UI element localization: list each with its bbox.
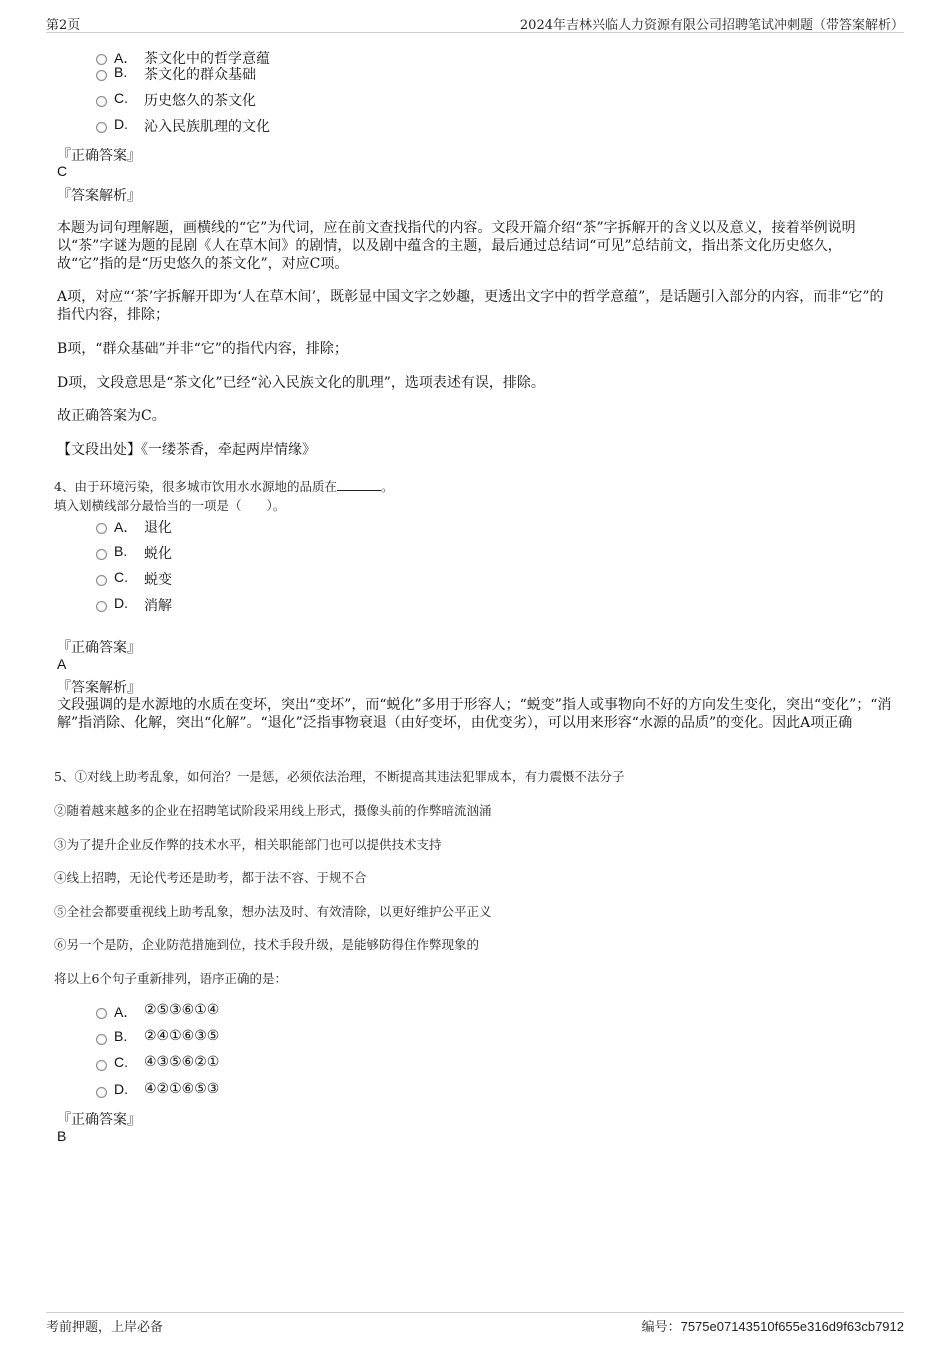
q3-analysis-option-a: A项，对应“‘茶’字拆解开即为‘人在草木间’，既彰显中国文字之妙趣，更透出文字中的哲学意蕴”，是话题引入部分的内容，而非“它”的指代内容，排除； (57, 289, 884, 323)
q3-conclusion: 故正确答案为C。 (57, 408, 166, 424)
q3-analysis-option-b: B项，“群众基础”并非“它”的指代内容，排除； (57, 341, 348, 357)
option-letter: C. (114, 90, 128, 106)
option-letter: D. (114, 1081, 128, 1097)
q4-stem (54, 477, 393, 495)
radio-icon[interactable] (96, 70, 107, 81)
radio-icon[interactable] (96, 96, 107, 107)
q4-analysis-label: 『答案解析』 (57, 680, 141, 696)
option-letter: D. (114, 595, 128, 611)
option-letter: A． (114, 519, 138, 535)
option-text: ②④①⑥③⑤ (144, 1028, 220, 1044)
option-letter: B. (114, 543, 128, 559)
option-letter: C. (114, 1054, 128, 1070)
radio-icon[interactable] (96, 523, 107, 534)
radio-icon[interactable] (96, 1060, 107, 1071)
option-text: ④②①⑥⑤③ (144, 1081, 220, 1097)
footer-code: 7575e07143510f655e316d9f63cb7912 (680, 1319, 904, 1334)
radio-icon[interactable] (96, 1034, 107, 1045)
q4-answer-label: 『正确答案』 (57, 640, 141, 656)
page-number: 第2页 (46, 18, 81, 33)
page-footer (46, 1312, 904, 1335)
option-letter: B. (114, 64, 128, 80)
option-text: 历史悠久的茶文化 (144, 93, 256, 109)
option-text: 消解 (144, 598, 172, 614)
q5-sentence-3: ③为了提升企业反作弊的技术水平，相关职能部门也可以提供技术支持 (54, 837, 442, 852)
option-letter: C. (114, 569, 128, 585)
option-text: 茶文化中的哲学意蕴 (144, 51, 270, 67)
radio-icon[interactable] (96, 575, 107, 586)
q5-sentence-1: 5、①对线上助考乱象，如何治？一是惩，必须依法治理，不断提高其违法犯罪成本，有力震慑不法分子 (54, 769, 625, 784)
footer-code-block (642, 1316, 904, 1335)
option-text: 沁入民族肌理的文化 (144, 119, 270, 135)
q4-instruction: 填入划横线部分最恰当的一项是（ ）。 (54, 498, 286, 513)
option-letter: B. (114, 1028, 128, 1044)
option-letter: D. (114, 116, 128, 132)
q5-answer: B (57, 1128, 67, 1144)
q5-answer-label: 『正确答案』 (57, 1112, 141, 1128)
q5-sentence-6: ⑥另一个是防，企业防范措施到位，技术手段升级，是能够防得住作弊现象的 (54, 937, 480, 952)
option-text: ②⑤③⑥①④ (144, 1002, 220, 1018)
option-text: 退化 (144, 520, 172, 536)
q4-answer: A (57, 656, 67, 672)
page-header (46, 12, 904, 33)
option-text: 蜕化 (144, 546, 172, 562)
q3-analysis-paragraph: 本题为词句理解题，画横线的“它”为代词，应在前文查找指代的内容。文段开篇介绍“茶”字拆解开的含义以及意义，接着举例说明以“茶”字谜为题的昆剧《人在草木间》的剧情，以及剧中蕴含的主题，最后通过总结词“可见”总结前文，指出茶文化历史悠久，故“它”指的是“历史悠久的茶文化”，对应C项。 (57, 220, 856, 272)
option-letter: A． (114, 1004, 138, 1020)
q5-sentence-2: ②随着越来越多的企业在招聘笔试阶段采用线上形式，摄像头前的作弊暗流汹涌 (54, 803, 492, 818)
radio-icon[interactable] (96, 1008, 107, 1019)
option-text: ④③⑤⑥②① (144, 1054, 220, 1070)
q3-analysis-option-d: D项，文段意思是“茶文化”已经“沁入民族文化的肌理”，选项表述有误，排除。 (57, 375, 545, 391)
q4-stem-post: 。 (380, 479, 394, 494)
q4-analysis: 文段强调的是水源地的水质在变坏，突出“变坏”，而“蜕化”多用于形容人；“蜕变”指人或事物向不好的方向发生变化，突出“变化”；“消解”指消除、化解，突出“化解”。“退化”泛指事物衰退（由好变坏，由优变劣），可以用来形容“水源的品质”的变化。因此A项正确 (57, 697, 892, 731)
q5-sentence-5: ⑤全社会都要重视线上助考乱象，想办法及时、有效清除，以更好维护公平正义 (54, 904, 492, 919)
option-text: 茶文化的群众基础 (144, 67, 256, 83)
footer-slogan: 考前押题，上岸必备 (46, 1320, 164, 1335)
fill-blank (337, 478, 381, 491)
option-letter: A． (114, 50, 138, 66)
radio-icon[interactable] (96, 122, 107, 133)
radio-icon[interactable] (96, 1087, 107, 1098)
document-title: 2024年吉林兴临人力资源有限公司招聘笔试冲刺题（带答案解析） (519, 18, 904, 33)
radio-icon[interactable] (96, 601, 107, 612)
q3-answer-label: 『正确答案』 (57, 148, 141, 164)
q3-answer: C (57, 163, 68, 179)
q5-sentence-4: ④线上招聘，无论代考还是助考，都于法不容、于规不合 (54, 870, 367, 885)
q3-analysis-label: 『答案解析』 (57, 188, 141, 204)
q3-source: 【文段出处】《一缕茶香，牵起两岸情缘》 (57, 442, 316, 458)
option-text: 蜕变 (144, 572, 172, 588)
footer-code-label: 编号： (641, 1320, 681, 1335)
q4-stem-pre: 4、由于环境污染，很多城市饮用水水源地的品质在 (54, 479, 337, 494)
q5-instruction: 将以上6个句子重新排列，语序正确的是： (54, 971, 287, 986)
radio-icon[interactable] (96, 54, 107, 65)
radio-icon[interactable] (96, 549, 107, 560)
